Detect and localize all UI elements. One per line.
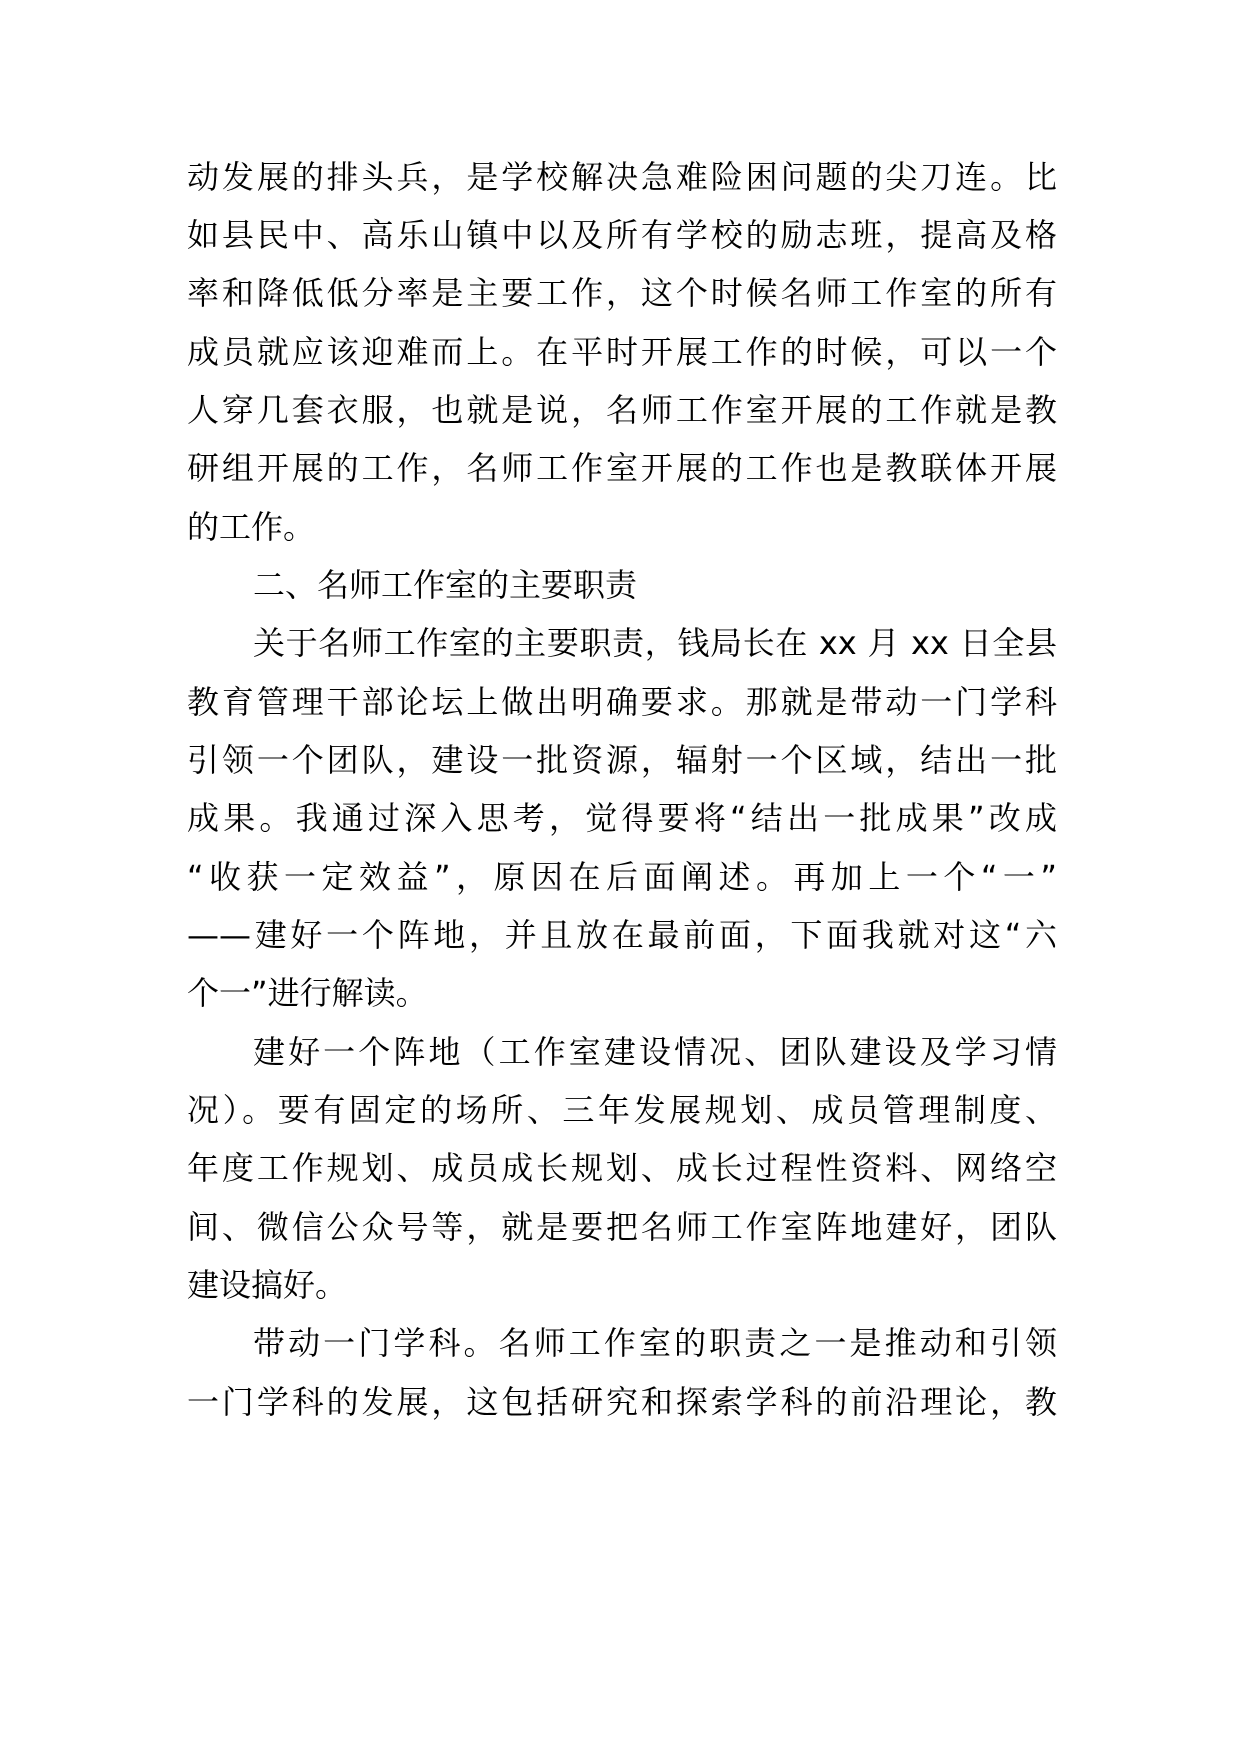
text-line: 动发展的排头兵，是学校解决急难险困问题的尖刀连。比	[187, 158, 1057, 196]
text-line: 人穿几套衣服，也就是说，名师工作室开展的工作就是教	[187, 391, 1057, 429]
text-line: 建设搞好。	[187, 1266, 348, 1304]
text-line: 成员就应该迎难而上。在平时开展工作的时候，可以一个	[187, 333, 1057, 371]
text-line: ——建好一个阵地，并且放在最前面，下面我就对这“六	[187, 916, 1057, 954]
text-line: 成果。我通过深入思考，觉得要将“结出一批成果”改成	[187, 799, 1057, 837]
text-line: 一门学科的发展，这包括研究和探索学科的前沿理论，教	[187, 1383, 1057, 1421]
text-line: 间、微信公众号等，就是要把名师工作室阵地建好，团队	[187, 1208, 1057, 1246]
text-line: 的工作。	[187, 508, 316, 546]
text-line: 教育管理干部论坛上做出明确要求。那就是带动一门学科	[187, 683, 1057, 721]
text-line: 况）。要有固定的场所、三年发展规划、成员管理制度、	[187, 1091, 1057, 1129]
text-line: 个一”进行解读。	[187, 974, 428, 1012]
text-line: 年度工作规划、成员成长规划、成长过程性资料、网络空	[187, 1149, 1057, 1187]
text-line: 建好一个阵地（工作室建设情况、团队建设及学习情	[253, 1033, 1057, 1071]
text-line: 研组开展的工作，名师工作室开展的工作也是教联体开展	[187, 449, 1057, 487]
text-line: 关于名师工作室的主要职责，钱局长在 xx 月 xx 日全县	[253, 624, 1057, 662]
text-line: 率和降低低分率是主要工作，这个时候名师工作室的所有	[187, 274, 1057, 312]
text-line: 引领一个团队，建设一批资源，辐射一个区域，结出一批	[187, 741, 1057, 779]
text-line: 如县民中、高乐山镇中以及所有学校的励志班，提高及格	[187, 216, 1057, 254]
text-line: “收获一定效益”，原因在后面阐述。再加上一个“一”	[187, 858, 1057, 896]
section-heading: 二、名师工作室的主要职责	[253, 566, 638, 604]
text-line: 带动一门学科。名师工作室的职责之一是推动和引领	[253, 1324, 1057, 1362]
